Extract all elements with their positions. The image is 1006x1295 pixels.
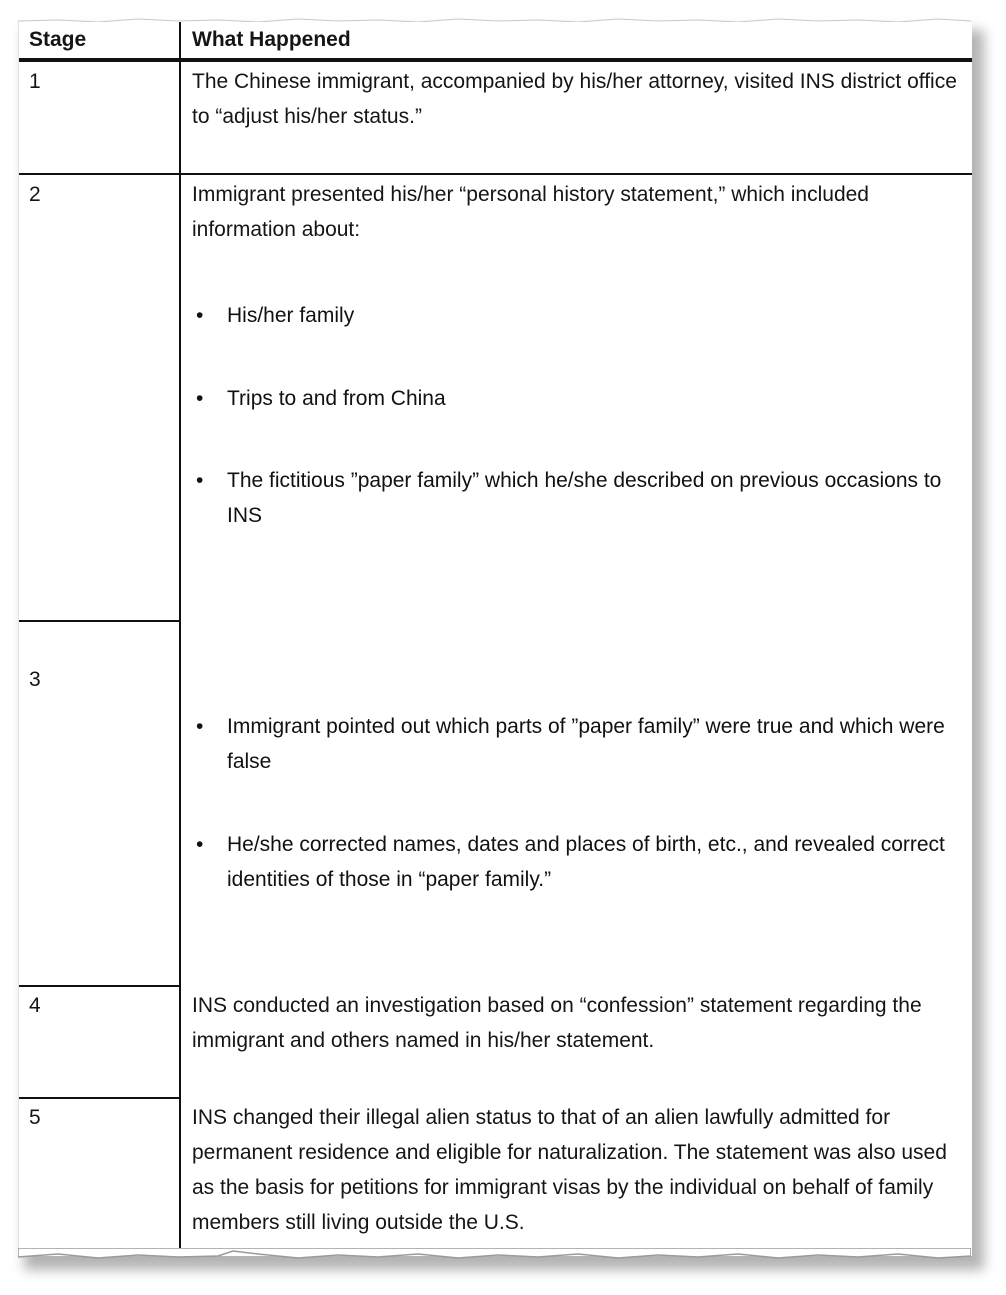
- stage-description: INS conducted an investigation based on “confession” statement regarding the immigrant and others named in his/her statement.: [192, 994, 922, 1052]
- list-item-text: His/her family: [227, 304, 355, 327]
- stage-number: 3: [29, 668, 41, 691]
- header-what-happened: What Happened: [192, 28, 351, 51]
- document-page: [18, 22, 972, 1256]
- row-divider-3: [19, 985, 179, 987]
- stage-description: The Chinese immigrant, accompanied by his/her attorney, visited INS district office to “adjust his/her status.”: [192, 70, 957, 128]
- header-rule: [19, 58, 972, 62]
- list-item-text: Immigrant pointed out which parts of ”paper family” were true and which were false: [227, 715, 945, 773]
- bullet-icon: •: [196, 387, 204, 410]
- row-divider-1: [19, 173, 972, 175]
- bullet-icon: •: [196, 469, 204, 492]
- list-item-text: Trips to and from China: [227, 387, 446, 410]
- stage-number: 1: [29, 70, 41, 93]
- row-divider-2: [19, 620, 179, 622]
- torn-edge-bottom: [18, 1248, 971, 1264]
- list-item-text: The fictitious ”paper family” which he/she described on previous occasions to INS: [227, 469, 942, 527]
- stage-description: INS changed their illegal alien status to that of an alien lawfully admitted for permanent residence and eligible for naturalization. The statement was also used as the basis for petitions for immigrant visas by the individual on behalf of family members still living outside the U.S.: [192, 1106, 947, 1234]
- stage-number: 5: [29, 1106, 41, 1129]
- bullet-icon: •: [196, 715, 204, 738]
- stage-number: 4: [29, 994, 41, 1017]
- column-divider: [179, 22, 181, 1256]
- stage-description: Immigrant presented his/her “personal history statement,” which included information about:: [192, 183, 869, 241]
- row-divider-4: [19, 1097, 179, 1099]
- header-stage: Stage: [29, 28, 87, 51]
- bullet-icon: •: [196, 833, 204, 856]
- stage-number: 2: [29, 183, 41, 206]
- list-item-text: He/she corrected names, dates and places of birth, etc., and revealed correct identities of those in “paper family.”: [227, 833, 945, 891]
- bullet-icon: •: [196, 304, 204, 327]
